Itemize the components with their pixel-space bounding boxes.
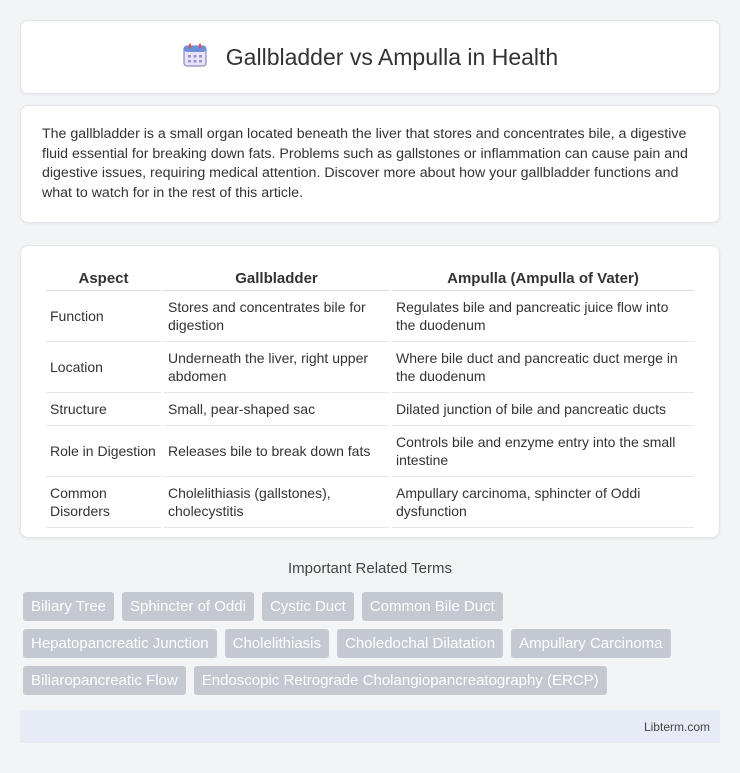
table-cell: Dilated junction of bile and pancreatic ducts <box>392 393 694 426</box>
tag-row <box>23 666 723 695</box>
table-cell: Location <box>46 342 161 393</box>
calendar-icon <box>182 42 208 73</box>
page-title: Gallbladder vs Ampulla in Health <box>225 43 559 70</box>
tag-ercp[interactable]: Endoscopic Retrograde Cholangiopancreatography (ERCP) <box>194 666 607 695</box>
table-row <box>46 291 694 342</box>
tag-choledochal-dilatation[interactable]: Choledochal Dilatation <box>337 629 503 658</box>
table-cell: Structure <box>46 393 161 426</box>
table-cell: Cholelithiasis (gallstones), cholecystitis <box>164 477 389 528</box>
related-terms-title: Important Related Terms <box>288 560 452 577</box>
table-cell: Function <box>46 291 161 342</box>
footer <box>20 710 720 743</box>
tag-biliary-tree[interactable]: Biliary Tree <box>23 592 114 621</box>
header-ampulla: Ampulla (Ampulla of Vater) <box>392 264 694 291</box>
table-cell: Stores and concentrates bile for digestion <box>164 291 389 342</box>
tag-row <box>23 629 723 658</box>
table-cell: Underneath the liver, right upper abdomen <box>164 342 389 393</box>
intro-text: The gallbladder is a small organ located beneath the liver that stores and concentrates bile, a digestive fluid essential for breaking down fats. Problems such as gallstones or inflammation can cause pain and digestive issues, requiring medical attention. Discover more about how your gallbladder functions and what to watch for in the rest of this article. <box>42 126 688 201</box>
tag-row <box>23 592 723 621</box>
table-row <box>46 477 694 528</box>
intro-card <box>20 105 720 223</box>
table-cell: Common Disorders <box>46 477 161 528</box>
table-cell: Small, pear-shaped sac <box>164 393 389 426</box>
table-cell: Role in Digestion <box>46 426 161 477</box>
header-gallbladder: Gallbladder <box>164 264 389 291</box>
table-row <box>46 342 694 393</box>
tag-common-bile-duct[interactable]: Common Bile Duct <box>362 592 503 621</box>
table-row <box>46 393 694 426</box>
table-cell: Regulates bile and pancreatic juice flow into the duodenum <box>392 291 694 342</box>
tag-sphincter-of-oddi[interactable]: Sphincter of Oddi <box>122 592 254 621</box>
related-terms-tags <box>23 592 723 703</box>
table-cell: Where bile duct and pancreatic duct merge in the duodenum <box>392 342 694 393</box>
table-row <box>46 426 694 477</box>
tag-hepatopancreatic-junction[interactable]: Hepatopancreatic Junction <box>23 629 217 658</box>
comparison-table-card <box>20 245 720 538</box>
table-header-row <box>46 264 694 291</box>
tag-cystic-duct[interactable]: Cystic Duct <box>262 592 354 621</box>
footer-site-link[interactable]: Libterm.com <box>643 719 710 734</box>
table-cell: Ampullary carcinoma, sphincter of Oddi dysfunction <box>392 477 694 528</box>
table-cell: Controls bile and enzyme entry into the small intestine <box>392 426 694 477</box>
table-cell: Releases bile to break down fats <box>164 426 389 477</box>
header-card <box>20 20 720 94</box>
comparison-table <box>43 264 697 528</box>
tag-ampullary-carcinoma[interactable]: Ampullary Carcinoma <box>511 629 670 658</box>
header-aspect: Aspect <box>46 264 161 291</box>
tag-cholelithiasis[interactable]: Cholelithiasis <box>225 629 329 658</box>
tag-biliaropancreatic-flow[interactable]: Biliaropancreatic Flow <box>23 666 186 695</box>
